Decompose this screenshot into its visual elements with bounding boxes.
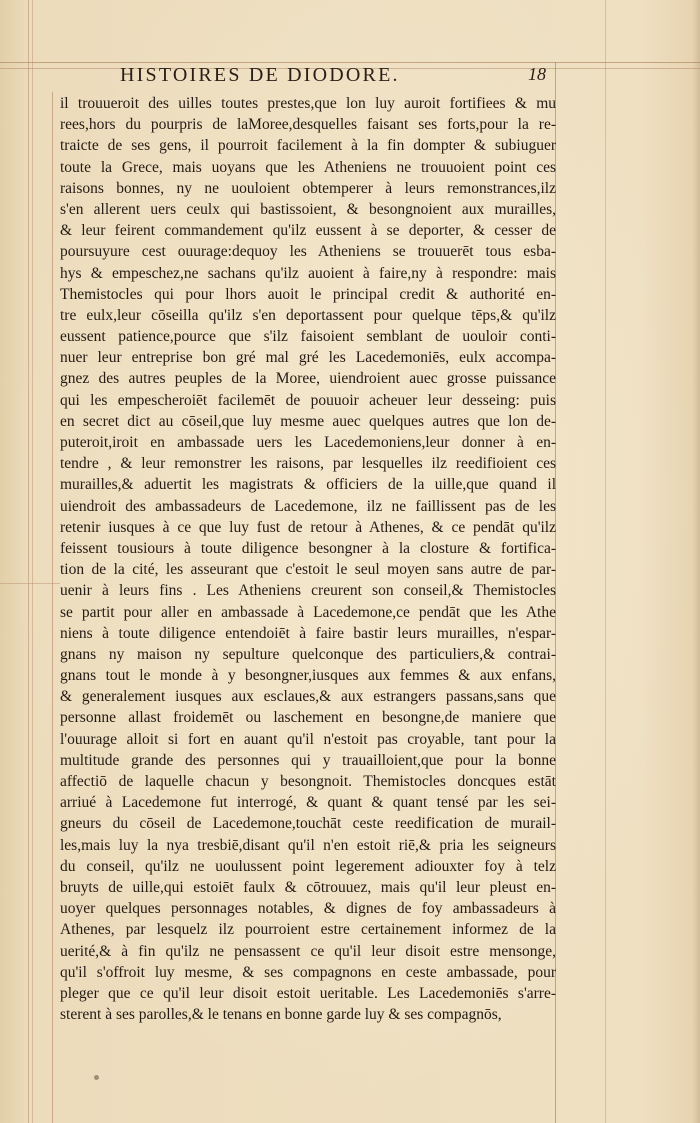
text-line: uiendroit des ambassadeurs de Lacedemone, ilz ne faillissent pas de les (60, 497, 556, 515)
margin-rule-inner-left (32, 0, 33, 1123)
text-line: uenir à leurs fins . Les Atheniens creurent son conseil,& Themistocles (60, 582, 556, 600)
body-text-block (60, 93, 556, 1025)
text-line: qui les empescheroiēt facilemēt de pouuoir acheuer leur desseing: puis (60, 391, 556, 409)
text-line: pleger que ce qu'il leur disoit estoit ueritable. Les Lacedemoniēs s'arre- (60, 984, 556, 1002)
text-line: gnez des autres peuples de la Moree, uiendroient auec grosse puissance (60, 370, 556, 388)
text-line: multitude grande des personnes qui y trauailloient,que pour la bonne (60, 751, 556, 769)
text-line: puteroit,iroit en ambassade uers les Lacedemoniens,leur donner à en- (60, 434, 556, 451)
text-line: retenir iusques à ce que luy fust de retour à Athenes, & ce pendāt qu'ilz (60, 518, 556, 536)
text-line: eussent patience,pource que s'ilz faisoient semblant de uouloir conti- (60, 328, 556, 346)
text-line: il trouueroit des uilles toutes prestes,que lon luy auroit fortifiees & mu (60, 95, 556, 112)
text-line: Themistocles qui pour lhors auoit le principal credit & authorité en- (60, 285, 556, 303)
text-line: nuer leur entreprise bon gré mal gré les Lacedemoniēs, eulx accompa- (60, 349, 556, 367)
text-line: gneurs du cōseil de Lacedemone,touchāt ceste reedification de murail- (60, 815, 556, 833)
text-line: traicte de ses gens, il pourroit facilement à la fin dompter & subiuguer (60, 137, 556, 155)
text-line: raisons bonnes, ny ne uouloient obtemperer à leurs remonstrances,ilz (60, 179, 556, 197)
text-line: niens à toute diligence entendoiēt à faire bastir leurs murailles, n'espar- (60, 624, 556, 642)
text-line: uerité,& à fin qu'ilz ne pensassent ce qu'il leur disoit estre mensonge, (60, 942, 556, 960)
text-line: rees,hors du pourpris de laMoree,desquelles faisant ses forts,pour la re- (60, 116, 556, 134)
text-line: affectiō de laquelle chacun y besongnoit. Themistocles doncques estāt (60, 773, 556, 790)
text-line: arriué à Lacedemone fut interrogé, & quant & quant tensé par les sei- (60, 794, 556, 812)
page-edge-shadow (692, 0, 700, 1123)
text-line: se partit pour aller en ambassade à Lacedemone,ce pendāt que les Athe (60, 603, 556, 621)
text-line: poursuyure cest ouurage:dequoy les Atheniens se trouuerēt tous esba- (60, 243, 556, 261)
text-line: tre eulx,leur cōseilla qu'ilz s'en deportassent pour quelque tēps,& qu'ilz (60, 306, 556, 324)
text-line: hys & empeschez,ne sachans qu'ilz auoient à faire,ny à respondre: mais (60, 264, 556, 282)
text-line: toute la Grece, mais uoyans que les Atheniens ne trouuoient point ces (60, 158, 556, 176)
text-line: en secret dict au cōseil,que luy mesme auec quelques autres que lon de- (60, 412, 556, 430)
text-line: feissent tousiours à toute diligence besongner à la closture & fortifica- (60, 539, 556, 557)
text-line: du conseil, qu'ilz ne uoulussent point legerement adiouxter foy à telz (60, 857, 556, 875)
text-block-left-rule (52, 92, 53, 1123)
margin-rule-right (605, 0, 606, 1123)
text-line: bruyts de uille,qui estoiēt faulx & cōtrouuez, mais qu'il leur pleust en- (60, 878, 556, 896)
text-line: uoyer quelques personnages notables, & dignes de foy ambassadeurs à (60, 900, 556, 918)
text-line: les,mais luy la nya tresbiē,disant qu'il n'en estoit riē,& pria les seigneurs (60, 836, 556, 854)
text-line: tendre , & leur remonstrer les raisons, par lesquelles ilz reedifioient ces (60, 455, 556, 473)
text-line: gnans tout le monde à y besongner,iusques aux femmes & aux enfans, (60, 667, 556, 685)
header-rule-upper (0, 62, 700, 63)
ink-spot (94, 1075, 99, 1080)
text-line: qu'il s'offroit luy mesme, & ses compagnons en ceste ambassade, pour (60, 963, 556, 981)
text-line: personne allast froidemēt ou laschement en besongne,de maniere que (60, 709, 556, 727)
margin-rule-fold (0, 583, 60, 584)
running-title: HISTOIRES DE DIODORE. (120, 64, 400, 86)
text-line: & leur feirent commandement qu'ilz eussent à se deporter, & cesser de (60, 222, 556, 240)
text-line: s'en allerent uers ceulx qui bastissoient, & besongnoient aux murailles, (60, 200, 556, 218)
text-line: & generalement iusques aux esclaues,& aux estrangers passans,sans que (60, 688, 556, 706)
page-number: 18 (528, 64, 546, 84)
text-line: l'ouurage alloit si fort en auant qu'il n'estoit pas croyable, tant pour la (60, 730, 556, 748)
margin-rule-outer-left (28, 0, 29, 1123)
text-line: tion de la cité, les asseurant que c'estoit le seul moyen sans autre de par- (60, 561, 556, 579)
text-line: sterent à ses parolles,& le tenans en bonne garde luy & ses compagnōs, (60, 1006, 502, 1024)
text-line: gnans ny maison ny sepulture quelconque des particuliers,& contrai- (60, 645, 556, 663)
text-line: Athenes, par lesquelz ilz pourroient estre certainement informez de la (60, 921, 556, 939)
text-line: murailles,& aduertit les magistrats & officiers de la uille,que quand il (60, 476, 556, 494)
